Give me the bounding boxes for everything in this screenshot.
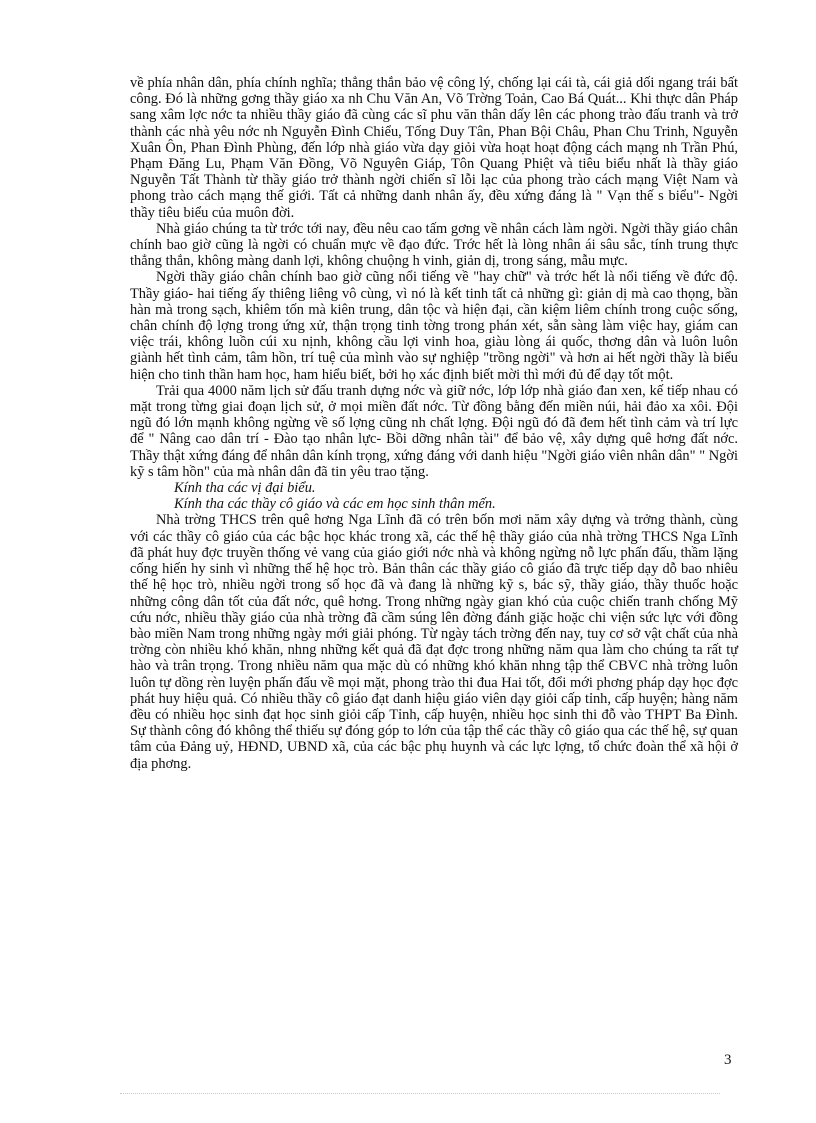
paragraph-4000-years: Trải qua 4000 năm lịch sử đấu tranh dựng nớc và giữ nớc, lớp lớp nhà giáo đan xen, kế tiếp nhau có mặt trong từng giai đoạn lịch sử, ở mọi miền đất nớc. Từ đồng bằng đến miền núi, hải đảo xa xôi. Đội ngũ đó lớn mạnh không ngừng về số lợng cũng nh chất lợng. Đội ngũ đó đã đem hết tình cảm và trí lực để " Nâng cao dân trí - Đào tạo nhân lực- Bồi dỡng nhân tài" để bảo vệ, xây dựng quê hơng đất nớc. Thầy thật xứng đáng để nhân dân kính trọng, xứng đáng với danh hiệu "Ngời giáo viên nhân dân" " Ngời kỹ s tâm hồn" của mà nhân dân đã tin yêu trao tặng. [130, 382, 738, 480]
paragraph-teacher-virtue: Ngời thầy giáo chân chính bao giờ cũng nổi tiếng về "hay chữ" và trớc hết là nổi tiếng về đức độ. Thầy giáo- hai tiếng ấy thiêng liêng vô cùng, vì nó là kết tinh tất cả những gì: giản dị mà cao thọng, bần hàn mà trong sạch, khiêm tốn mà kiên trung, dân tộc và hiện đại, cần kiệm liêm chính trong cuộc sống, chân chính độ lợng trong ứng xử, thận trọng tinh tờng trong phán xét, sẵn sàng làm việc hay, giám can việc trái, không luồn cúi xu nịnh, không cầu lợi vinh hoa, giàu lòng ái quốc, thơng dân và luôn luôn giành hết tình cảm, tâm hồn, trí tuệ của mình vào sự nghiệp "trồng ngời" và hơn ai hết ngời thầy là biểu hiện cho tinh thần ham học, ham hiểu biết, bởi họ xác định biết mời thì mới đủ để dạy tốt một. [130, 269, 738, 383]
greeting-delegates: Kính tha các vị đại biểu. [174, 480, 316, 497]
paragraph-historical-teachers: về phía nhân dân, phía chính nghĩa; thẳng thắn bảo vệ công lý, chống lại cái tà, cái giả dối ngang trái bất công. Đó là những gơng thầy giáo xa nh Chu Văn An, Võ Trờng Toản, Cao Bá Quát... Khi thực dân Pháp sang xâm lợc nớc ta nhiều thầy giáo đã cùng các sĩ phu văn thân dấy lên các phong trào đấu tranh và trở thành các nhà yêu nớc nh Nguyễn Đình Chiểu, Tống Duy Tân, Phan Bội Châu, Phan Chu Trinh, Nguyễn Xuân Ôn, Phan Đình Phùng, đến lớp nhà giáo vừa dạy giỏi vừa hoạt hoạt động cách mạng nh Trần Phú, Phạm Đăng Lu, Phạm Văn Đồng, Võ Nguyên Giáp, Tôn Quang Phiệt và tiêu biểu nhất là thầy giáo Nguyễn Tất Thành từ thầy giáo trở thành ngời chiến sĩ lỗi lạc của phong trào cách mạng Việt Nam và phong trào cách mạng thế giới. Tất cả những danh nhân ấy, đều xứng đáng là " Vạn thế s biểu"- Ngời thầy tiêu biểu của muôn đời. [130, 75, 738, 221]
page-number: 3 [724, 1052, 732, 1068]
paragraph-teacher-character: Nhà giáo chúng ta từ trớc tới nay, đều nêu cao tấm gơng về nhân cách làm ngời. Ngời thầy giáo chân chính bao giờ cũng là ngời có chuẩn mực về đạo đức. Trớc hết là lòng nhân ái sâu sắc, tính trung thực thẳng thắn, không màng danh lợi, không chuộng h vinh, giản dị, trong sáng, mẫu mực. [130, 220, 738, 270]
document-body [130, 75, 738, 772]
footer-divider [120, 1093, 720, 1094]
paragraph-school-history: Nhà trờng THCS trên quê hơng Nga Lĩnh đã có trên bốn mơi năm xây dựng và trởng thành, cùng với các thầy cô giáo của các bậc học khác trong xã, các thế hệ thầy giáo của nhà trờng THCS Nga Lĩnh đã phát huy đợc truyền thống vẻ vang của giáo giới nớc nhà và không ngừng nỗ lực phấn đấu, thầm lặng cống hiến hy sinh vì những thế hệ học trò. Bản thân các thầy giáo cô giáo đã trực tiếp dạy dỗ bao nhiêu thế hệ học trò, nhiều ngời trong số học đã và đang là những kỹ s, bác sỹ, thầy giáo, thầy thuốc hoặc những công dân tốt của đất nớc, quê hơng. Trong những ngày gian khó của cuộc chiến tranh chống Mỹ cứu nớc, nhiều thầy giáo của nhà trờng đã cầm súng lên đờng đánh giặc hoặc chi viện sức lực với đồng bào miền Nam trong những ngày mới giải phóng. Từ ngày tách trờng đến nay, tuy cơ sở vật chất của nhà trờng còn nhiều khó khăn, nhng những kết quả đã đạt đợc trong những năm qua làm cho chúng ta rất tự hào và trân trọng. Trong nhiều năm qua mặc dù có những khó khăn nhng tập thể CBVC nhà trờng luôn luôn tự dồng rèn luyện phấn đấu về mọi mặt, phong trào thi đua Hai tốt, đổi mới phơng pháp dạy học đợc phát huy hiệu quả. Có nhiều thầy cô giáo đạt danh hiệu giáo viên dạy giỏi cấp tỉnh, cấp huyện; hàng năm đều có nhiều học sinh đạt học sinh giỏi cấp Tỉnh, cấp huyện, nhiều học sinh thi đỗ vào THPT Ba Đình. Sự thành công đó không thể thiếu sự đóng góp to lớn của tập thể các thầy cô giáo qua các thế hệ, sự quan tâm của Đảng uỷ, HĐND, UBND xã, của các bậc phụ huynh và các lực lợng, tổ chức đoàn thể xã hội ở địa phơng. [130, 512, 738, 772]
greeting-teachers-students: Kính tha các thầy cô giáo và các em học sinh thân mến. [174, 496, 496, 513]
